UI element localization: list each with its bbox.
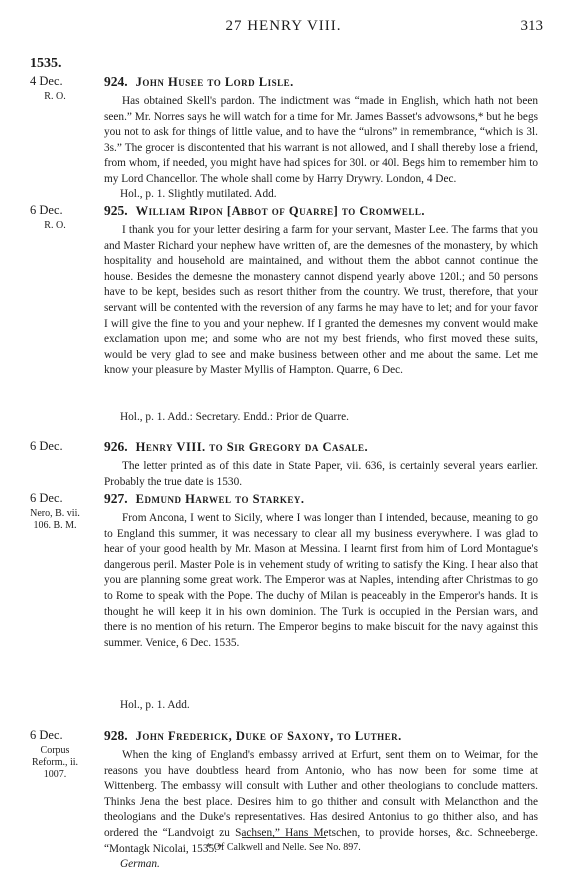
footnote: * Of Calkwell and Nelle. See No. 897. <box>206 842 361 853</box>
entry-number: 924. <box>104 74 128 89</box>
entry-body: The letter printed as of this date in State Paper, vii. 636, is certainly several years earlier. Probably the true date is 1530. <box>104 460 538 488</box>
entry-heading <box>104 203 425 219</box>
entry-heading <box>104 491 305 507</box>
source-label: R. O. <box>44 91 66 102</box>
entry-note: Hol., p. 1. Slightly mutilated. Add. <box>120 188 277 200</box>
entry-note: Hol., p. 1. Add.: Secretary. Endd.: Prior de Quarre. <box>120 411 349 423</box>
entry-date <box>30 203 94 232</box>
entry-title: John Husee to Lord Lisle. <box>135 75 294 89</box>
running-head-title: 27 HENRY VIII. <box>225 18 342 34</box>
entry-number: 928. <box>104 728 128 743</box>
entry-date <box>30 74 94 103</box>
date-label: 6 Dec. <box>30 203 63 217</box>
entry-title: John Frederick, Duke of Saxony, to Luther. <box>135 729 402 743</box>
entry-body: From Ancona, I went to Sicily, where I was longer than I intended, because, meaning to go to England this summer, it was necessary to clear all my business everywhere. I was glad to hear of your good health by Mr. Mason at Messina. I learnt first from him of Lord Montague's dangerous peril. Master Pole is in vehement study of writing to satisfy the King. I hear also that you are planning some great work. The Emperor was at Naples, intending after Christmas to go to Rome to speak with the Pope. The duchy of Milan is peaceably in the Emperor's hands. It is thought he will keep it in his own dominion. The Turk is occupied in the Persian wars, and there is no mention of his return. The Emperor begins to make biscuit for the navy against this summer. Venice, 6 Dec. 1535. <box>104 512 538 649</box>
date-label: 6 Dec. <box>30 439 63 453</box>
entry-number: 927. <box>104 491 128 506</box>
entry-title: William Ripon [Abbot of Quarre] to Cromwell. <box>135 204 425 218</box>
entry-number: 925. <box>104 203 128 218</box>
entry-title: Edmund Harwel to Starkey. <box>135 492 305 506</box>
page-number: 313 <box>520 18 543 34</box>
footnote-rule <box>242 837 326 838</box>
entry-note: Hol., p. 1. Add. <box>120 699 190 711</box>
source-label: Nero, B. vii. 106. B. M. <box>30 508 80 531</box>
year-marker: 1535. <box>30 56 62 71</box>
date-label: 6 Dec. <box>30 491 63 505</box>
date-label: 4 Dec. <box>30 74 63 88</box>
entry-heading <box>104 74 294 90</box>
entry-date <box>30 728 94 781</box>
entry-body: Has obtained Skell's pardon. The indictment was “made in English, which hath not been seen.” Mr. Norres says he will watch for a time for Mr. James Basset's advowsons,* but he begs you not to ask for things of little value, and to have the “ulrons” in remembrance, “which is 3l. 3s.” The grocer is discontented that his warrant is not allowed, and I shall thereby lose a friend, from whom, if needed, you might have had spices for 30l. or 40l. Begs him to remember him to my Lord Chancellor. The whole shall come by Harry Drywry. London, 4 Dec. <box>104 95 538 185</box>
entry-note: German. <box>120 858 160 870</box>
entry-number: 926. <box>104 439 128 454</box>
entry-date <box>30 439 94 454</box>
entry-body: When the king of England's embassy arrived at Erfurt, sent them on to Weimar, for the reasons you have doubtless heard from Antonio, who has now been for some time at Wittenberg. The embassy will consult with Luther and other theologians to conclude matters. Thinks Jena the best place. Desires him to go thither and consult with Melancthon and the theologians and the Duke's representatives. Has desired Antonius to go thither also, and has ordered the “Landvoigt zu Sachsen,” Hans Metschen, to provide horses, &c. Schneeberge. “Montagk Nicolai, 1535.” <box>104 749 538 855</box>
entry-body: I thank you for your letter desiring a farm for your servant, Master Lee. The farms that you and Master Richard your nephew have written of, are the demesnes of the monastery, by which hospitality and household are maintained, and without them the abbot cannot continue the house. Besides the demesne the monastery cannot dispend yearly above 120l.; and 50 persons have to be kept, besides such as resort thither from the country. We trust, therefore, that your servant will be contented with the reversion of any farms he may have to let; and for your favor I will give the fine to you and your nephew. If I granted the demesnes my convent would make exclamation upon me; and some who are not my best friends, who first moved these suits, would be very glad to see and make business between other and me about the same. Let me know your pleasure by Master Myllis of Hampton. Quarre, 6 Dec. <box>104 224 538 377</box>
source-label: Corpus Reform., ii. 1007. <box>31 745 79 780</box>
entry-date <box>30 491 94 532</box>
source-label: R. O. <box>44 220 66 231</box>
entry-heading <box>104 728 402 744</box>
running-head <box>0 18 567 38</box>
entry-title: Henry VIII. to Sir Gregory da Casale. <box>135 440 369 454</box>
date-label: 6 Dec. <box>30 728 63 742</box>
entry-heading <box>104 439 368 455</box>
